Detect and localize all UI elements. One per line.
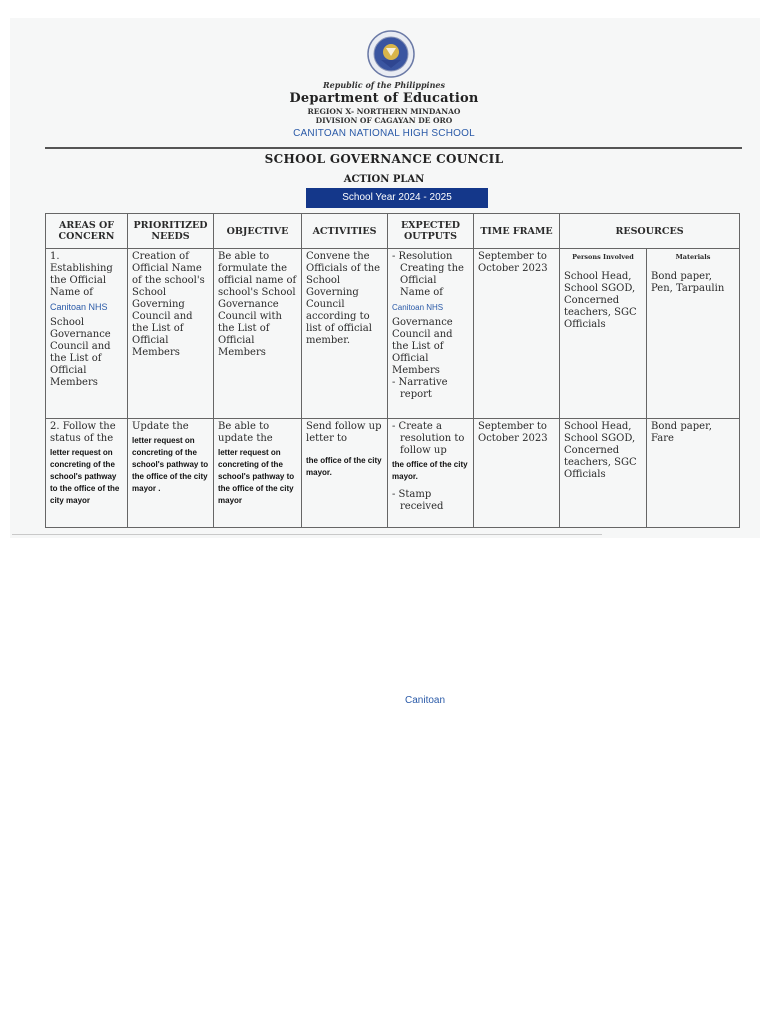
row2-activities <box>302 419 388 528</box>
row2-outputs <box>388 419 474 528</box>
row2-objective-text: Be able to update the <box>218 421 273 444</box>
row1-outputs-text2: Governance Council and the List of Official Members <box>392 317 453 376</box>
row2-activities-overlay: the office of the city mayor. <box>306 456 382 477</box>
action-plan-title: ACTION PLAN <box>343 174 425 185</box>
row2-needs <box>128 419 214 528</box>
action-plan-table <box>45 213 740 528</box>
row2-areas-text: 2. Follow the status of the <box>50 421 116 444</box>
row2-outputs-text: - Create a resolution to follow up <box>392 421 465 456</box>
table-row <box>46 249 740 419</box>
row2-areas <box>46 419 128 528</box>
table-header-row <box>46 214 740 249</box>
table-row <box>46 419 740 528</box>
header-resources: RESOURCES <box>560 214 740 249</box>
council-title: SCHOOL GOVERNANCE COUNCIL <box>264 152 504 166</box>
row1-areas <box>46 249 128 419</box>
row1-outputs-text: - Resolution Creating the Official Name of <box>392 251 464 298</box>
materials-subheader: Materials <box>675 253 711 261</box>
row1-outputs-blue: Canitoan NHS <box>392 303 444 312</box>
row2-needs-overlay: letter request on concreting of the school's pathway to the office of the city mayor . <box>132 436 209 493</box>
row2-objective-overlay: letter request on concreting of the school's pathway to the office of the city mayor <box>218 448 295 505</box>
region-line: REGION X- NORTHERN MINDANAO <box>307 107 461 116</box>
header-divider <box>45 147 742 149</box>
row1-objective: Be able to formulate the official name of school's School Governance Council with the List of Official Members <box>214 249 302 419</box>
row1-outputs <box>388 249 474 419</box>
header-outputs: EXPECTED OUTPUTS <box>388 214 474 249</box>
row2-outputs-text3: - Stamp received <box>392 489 444 512</box>
row2-outputs-overlay: the office of the city mayor. <box>392 460 468 481</box>
row2-persons: School Head, School SGOD, Concerned teachers, SGC Officials <box>560 419 647 528</box>
footer-school-name: Canitoan <box>405 695 446 706</box>
row1-materials <box>647 249 740 419</box>
department-title: Department of Education <box>289 91 479 106</box>
header-activities: ACTIVITIES <box>302 214 388 249</box>
row1-outputs-text3: - Narrative report <box>392 377 448 400</box>
row1-areas-text: 1. Establishing the Official Name of <box>50 251 113 298</box>
row1-time: September to October 2023 <box>474 249 560 419</box>
header-areas: AREAS OF CONCERN <box>46 214 128 249</box>
row2-activities-text: Send follow up letter to <box>306 421 382 444</box>
row2-materials: Bond paper, Fare <box>647 419 740 528</box>
row1-persons-text: School Head, School SGOD, Concerned teachers, SGC Officials <box>564 271 637 330</box>
row1-areas-text2: School Governance Council and the List of Official Members <box>50 317 111 388</box>
row1-materials-text: Bond paper, Pen, Tarpaulin <box>651 271 725 294</box>
header-time: TIME FRAME <box>474 214 560 249</box>
row2-needs-text: Update the <box>132 421 189 432</box>
row1-activities: Convene the Officials of the School Governing Council according to list of official member. <box>302 249 388 419</box>
row2-areas-overlay: letter request on concreting of the school's pathway to the office of the city mayor <box>50 448 120 505</box>
row2-objective <box>214 419 302 528</box>
school-year-banner: School Year 2024 - 2025 <box>306 188 488 208</box>
row2-time: September to October 2023 <box>474 419 560 528</box>
division-line: DIVISION OF CAGAYAN DE ORO <box>315 116 453 125</box>
scan-edge <box>12 534 602 535</box>
deped-seal-icon <box>367 30 415 78</box>
school-name: CANITOAN NATIONAL HIGH SCHOOL <box>293 128 475 139</box>
row1-persons <box>560 249 647 419</box>
header-objective: OBJECTIVE <box>214 214 302 249</box>
row1-needs: Creation of Official Name of the school's School Governing Council and the List of Official Members <box>128 249 214 419</box>
persons-subheader: Persons Involved <box>572 253 634 261</box>
header-needs: PRIORITIZED NEEDS <box>128 214 214 249</box>
republic-line: Republic of the Philippines <box>322 80 445 90</box>
row1-areas-blue: Canitoan NHS <box>50 302 108 312</box>
